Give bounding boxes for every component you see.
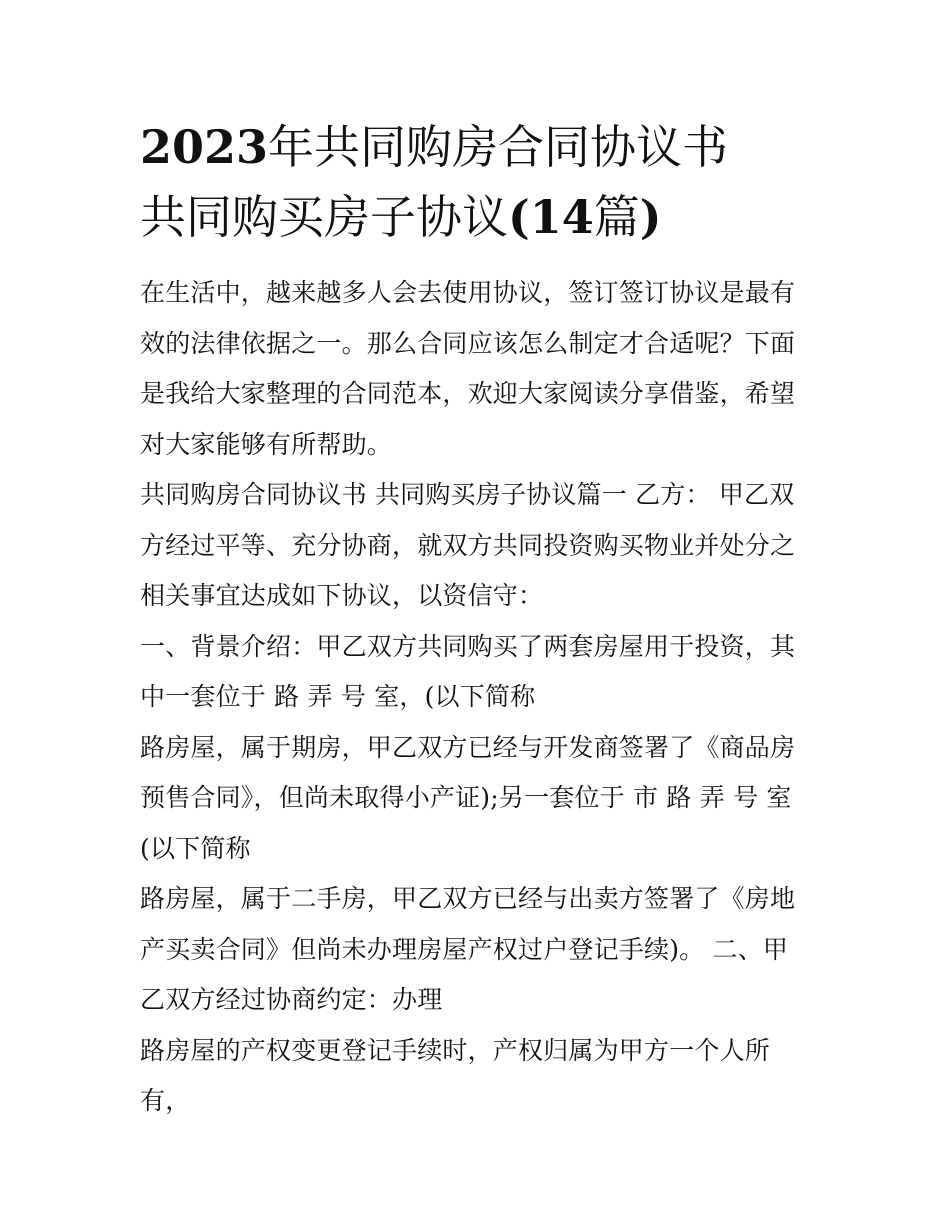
title-unit: 篇 — [593, 190, 640, 244]
document-body — [140, 112, 812, 1127]
title-text-2: 共同购买房子协议 — [140, 190, 508, 244]
paragraph-property-2: 路房屋，属于二手房，甲乙双方已经与出卖方签署了《房地产买卖合同》但尚未办理房屋产权过户登记手续)。 二、甲乙双方经过协商约定：办理 — [140, 884, 796, 1014]
title-paren-close: ) — [639, 190, 662, 244]
paragraph-intro: 在生活中，越来越多人会去使用协议，签订签订协议是最有效的法律依据之一。那么合同应该怎么制定才合适呢？下面是我给大家整理的合同范本，欢迎大家阅读分享借鉴，希望对大家能够有所帮助。 — [140, 278, 796, 459]
paragraph-property-1: 路房屋，属于期房，甲乙双方已经与开发商签署了《商品房预售合同》，但尚未取得小产证);另一套位于 市 路 弄 号 室(以下简称 — [140, 732, 796, 863]
paragraph-background: 一、背景介绍：甲乙双方共同购买了两套房屋用于投资，其中一套位于 路 弄 号 室，(以下简称 — [140, 631, 796, 711]
title-count: (14 — [508, 190, 594, 244]
title-text-1: 年共同购房合同协议书 — [268, 120, 729, 174]
title-line-2 — [140, 182, 812, 252]
title-year: 2023 — [140, 120, 269, 174]
title-line-1 — [140, 112, 812, 182]
paragraph-preamble: 共同购房合同协议书 共同购买房子协议篇一 乙方： 甲乙双方经过平等、充分协商，就双方共同投资购买物业并处分之相关事宜达成如下协议，以资信守： — [140, 480, 796, 610]
paragraph-ownership: 路房屋的产权变更登记手续时，产权归属为甲方一个人所有， — [140, 1035, 771, 1115]
